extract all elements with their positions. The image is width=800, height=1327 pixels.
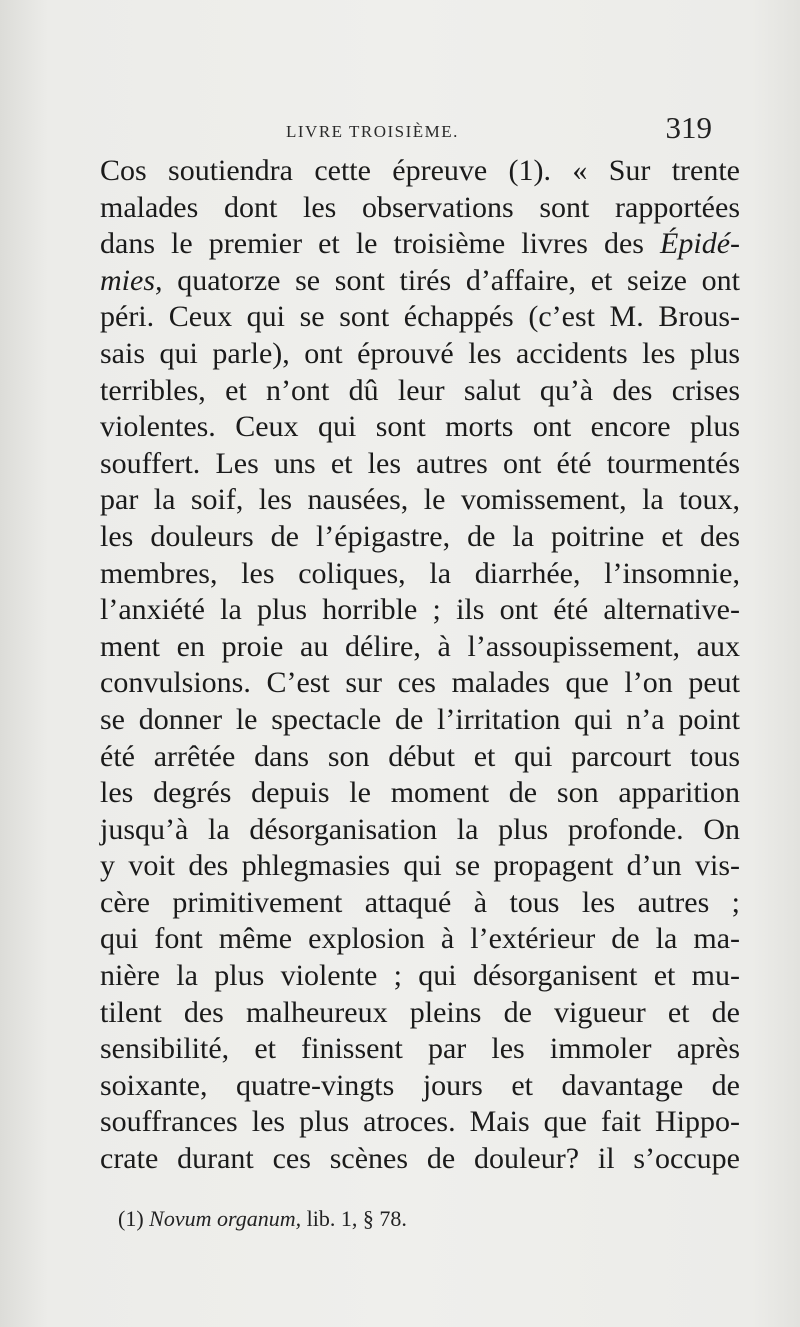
text-line: tilent des malheureux pleins de vigueur et de bbox=[100, 995, 740, 1029]
text-line: ment en proie au délire, à l’assoupissement, aux bbox=[100, 629, 740, 663]
text-line bbox=[100, 263, 740, 300]
text-line: malades dont les observations sont rapportées bbox=[100, 190, 740, 224]
text-line: terribles, et n’ont dû leur salut qu’à des crises bbox=[100, 373, 740, 407]
text-line: sensibilité, et finissent par les immoler après bbox=[100, 1032, 740, 1066]
text-line: y voit des phlegmasies qui se propagent d’un vis- bbox=[100, 849, 740, 883]
footnote-reference: lib. 1, § 78. bbox=[306, 1206, 407, 1231]
text-line: crate durant ces scènes de douleur? il s’occupe bbox=[100, 1142, 740, 1176]
footnote-marker: (1) bbox=[118, 1206, 144, 1231]
text-line: péri. Ceux qui se sont échappés (c’est M. Brous- bbox=[100, 300, 740, 334]
text-line: les degrés depuis le moment de son apparition bbox=[100, 776, 740, 810]
running-title: LIVRE TROISIÈME. bbox=[286, 122, 459, 141]
text-line: souffert. Les uns et les autres ont été tourmentés bbox=[100, 446, 740, 480]
text-line-segment: dans le premier et le troisième livres des bbox=[100, 227, 644, 261]
text-line: soixante, quatre-vingts jours et davantage de bbox=[100, 1068, 740, 1102]
italic-word: mies, bbox=[100, 263, 163, 297]
footnote bbox=[118, 1206, 407, 1232]
text-line: les douleurs de l’épigastre, de la poitrine et des bbox=[100, 519, 740, 553]
text-line: violentes. Ceux qui sont morts ont encore plus bbox=[100, 410, 740, 444]
text-line: sais qui parle), ont éprouvé les accidents les plus bbox=[100, 336, 740, 370]
page-header bbox=[100, 108, 712, 152]
text-line: souffrances les plus atroces. Mais que fait Hippo- bbox=[100, 1105, 740, 1139]
text-line: cère primitivement attaqué à tous les autres ; bbox=[100, 885, 740, 919]
text-line: été arrêtée dans son début et qui parcourt tous bbox=[100, 739, 740, 773]
text-line: par la soif, les nausées, le vomissement, la toux, bbox=[100, 483, 740, 517]
text-line: Cos soutiendra cette épreuve (1). « Sur trente bbox=[100, 154, 740, 187]
page-number: 319 bbox=[665, 110, 712, 145]
text-line: nière la plus violente ; qui désorganisent et mu- bbox=[100, 959, 740, 993]
text-line bbox=[100, 226, 740, 263]
text-line: l’anxiété la plus horrible ; ils ont été alternative- bbox=[100, 593, 740, 627]
footnote-title: Novum organum, bbox=[149, 1206, 302, 1231]
body-text bbox=[100, 153, 740, 1178]
text-line: membres, les coliques, la diarrhée, l’insomnie, bbox=[100, 556, 740, 590]
text-line: jusqu’à la désorganisation la plus profonde. On bbox=[100, 812, 740, 846]
text-line: se donner le spectacle de l’irritation qui n’a point bbox=[100, 702, 740, 736]
text-line: convulsions. C’est sur ces malades que l’on peut bbox=[100, 666, 740, 700]
text-line-segment: quatorze se sont tirés d’affaire, et seize ont bbox=[177, 263, 740, 297]
italic-word: Épidé- bbox=[660, 227, 741, 261]
text-line: qui font même explosion à l’extérieur de la ma- bbox=[100, 922, 740, 956]
